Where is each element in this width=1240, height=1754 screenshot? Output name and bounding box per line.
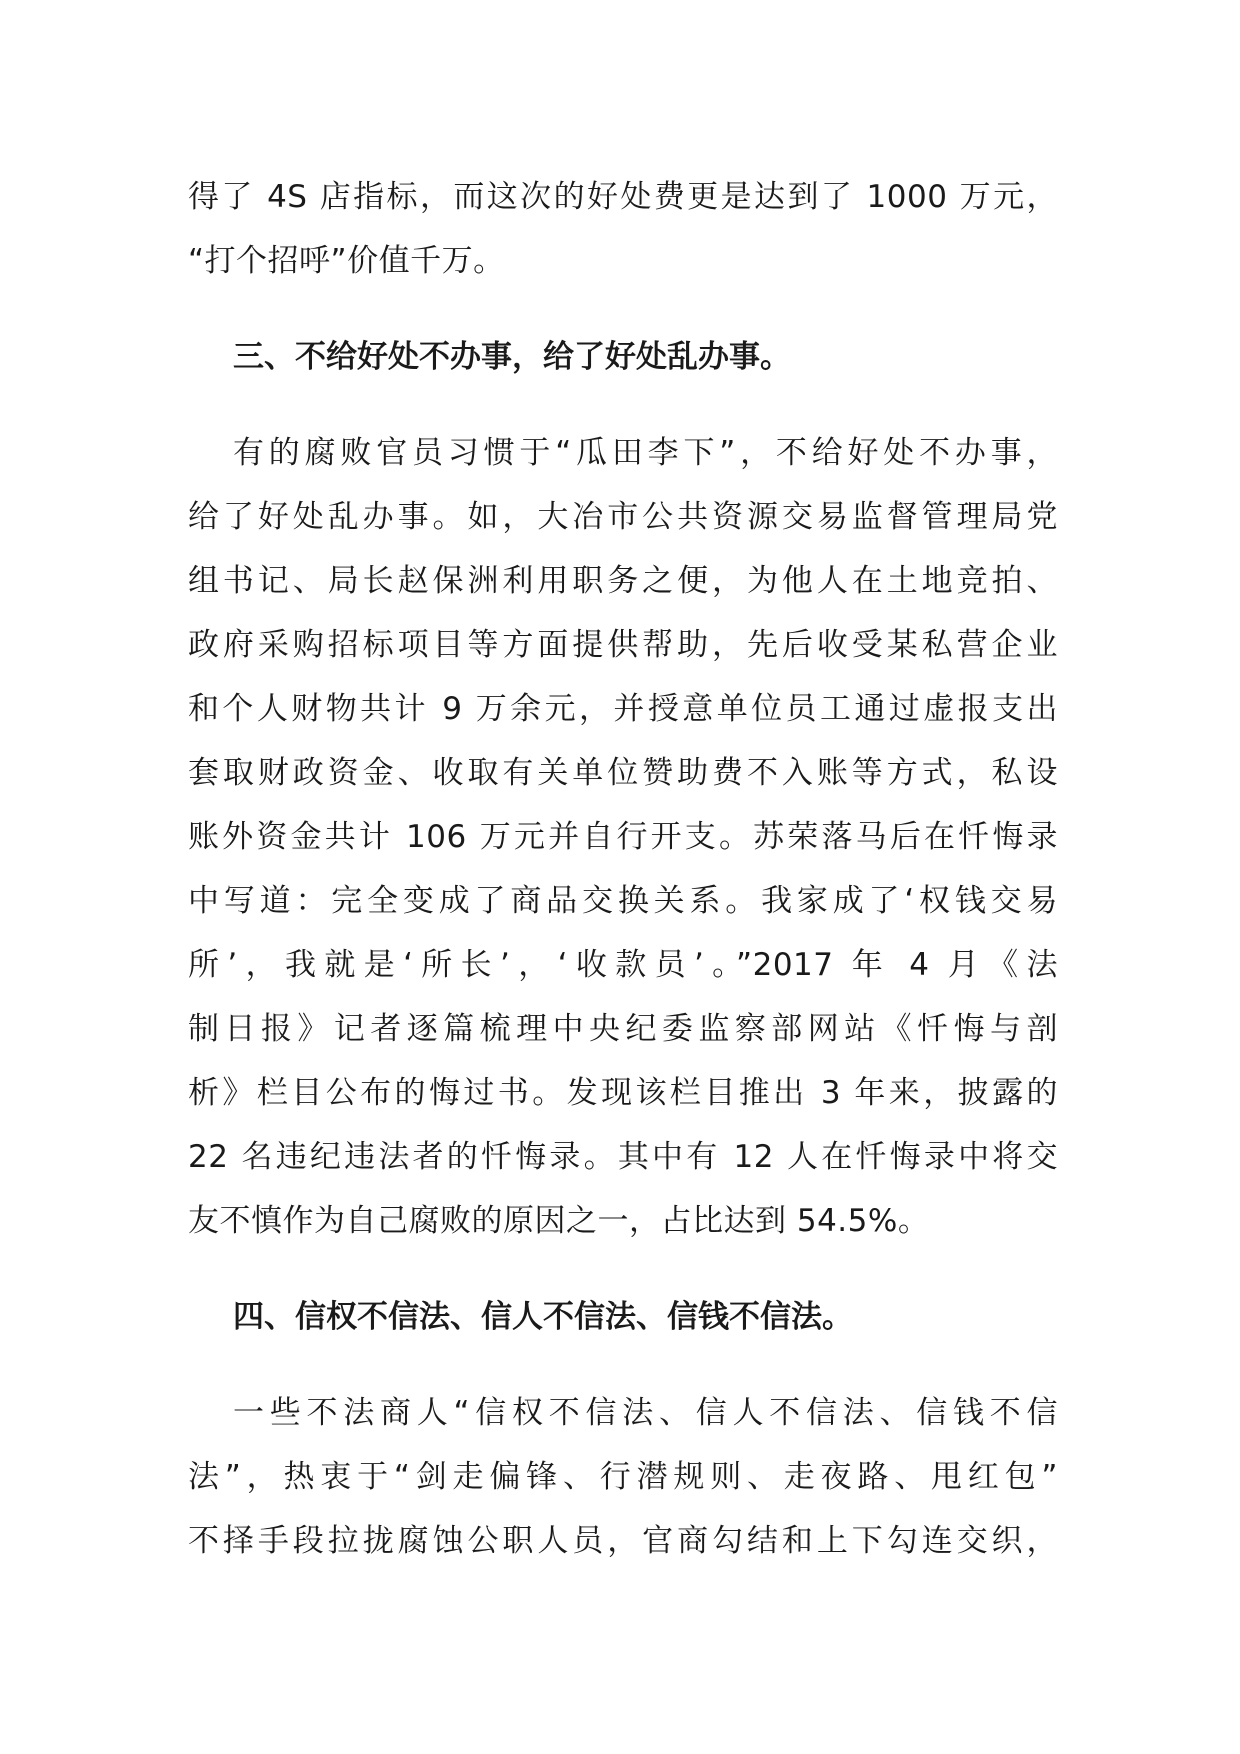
text-line: 有的腐败官员习惯于“瓜田李下”，不给好处不办事， [233,435,1058,471]
paragraph-1 [188,165,1058,293]
text-line: 给了好处乱办事。如，大冶市公共资源交易监督管理局党 [188,499,1058,535]
paragraph-2 [188,421,1058,1253]
text-line: 套取财政资金、收取有关单位赞助费不入账等方式，私设 [188,755,1058,791]
text-line: 不择手段拉拢腐蚀公职人员，官商勾结和上下勾连交织， [188,1523,1058,1559]
paragraph-3 [188,1381,1058,1573]
text-line: 得了 4S 店指标，而这次的好处费更是达到了 1000 万元， [188,179,1058,215]
text-line: 和个人财物共计 9 万余元，并授意单位员工通过虚报支出 [188,691,1058,727]
document-body [188,165,1058,1573]
text-line: “打个招呼”价值千万。 [188,243,505,279]
text-line: 组书记、局长赵保洲利用职务之便，为他人在土地竞拍、 [188,563,1058,599]
paragraph-gap [188,389,1058,421]
text-line: 所’，我就是‘所长’，‘收款员’。”2017 年 4 月《法 [188,947,1058,983]
text-line: 析》栏目公布的悔过书。发现该栏目推出 3 年来，披露的 [188,1075,1058,1111]
text-line: 22 名违纪违法者的忏悔录。其中有 12 人在忏悔录中将交 [188,1139,1058,1175]
paragraph-gap [188,1253,1058,1285]
text-line: 法”，热衷于“剑走偏锋、行潜规则、走夜路、甩红包” [188,1459,1058,1495]
text-line: 中写道：完全变成了商品交换关系。我家成了‘权钱交易 [188,883,1058,919]
text-line: 账外资金共计 106 万元并自行开支。苏荣落马后在忏悔录 [188,819,1058,855]
text-line: 一些不法商人“信权不信法、信人不信法、信钱不信 [233,1395,1058,1431]
paragraph-gap [188,293,1058,325]
section-heading-3: 三、不给好处不办事，给了好处乱办事。 [233,339,791,375]
text-line: 制日报》记者逐篇梳理中央纪委监察部网站《忏悔与剖 [188,1011,1058,1047]
text-line: 友不慎作为自己腐败的原因之一，占比达到 54.5%。 [188,1203,930,1239]
paragraph-gap [188,1349,1058,1381]
text-line: 政府采购招标项目等方面提供帮助，先后收受某私营企业 [188,627,1058,663]
section-heading-4: 四、信权不信法、信人不信法、信钱不信法。 [233,1299,853,1335]
